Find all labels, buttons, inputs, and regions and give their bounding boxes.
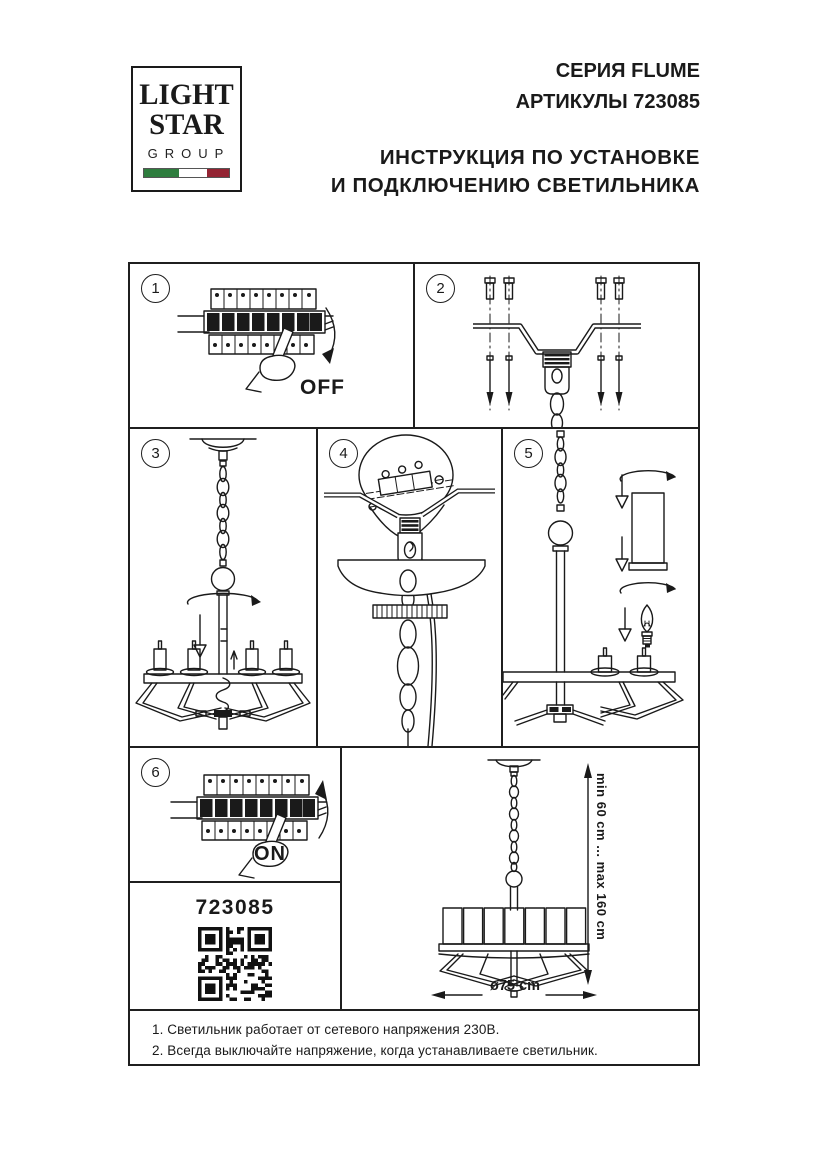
mounting-bracket-illustration <box>415 264 698 427</box>
chandelier-hanging-illustration <box>130 429 316 746</box>
article-title: АРТИКУЛЫ 723085 <box>515 91 700 113</box>
italy-flag-stripe <box>143 168 230 178</box>
note-line-2: 2. Всегда выключайте напряжение, когда устанавливаете светильник. <box>152 1043 598 1058</box>
lightstar-logo <box>131 66 242 192</box>
note-line-1: 1. Светильник работает от сетевого напряжения 230В. <box>152 1022 500 1037</box>
flag-white-segment <box>179 169 207 177</box>
on-label: ON <box>254 843 286 865</box>
step-panel-4 <box>316 427 503 748</box>
instruction-title-line2: И ПОДКЛЮЧЕНИЮ СВЕТИЛЬНИКА <box>330 174 700 197</box>
height-range-label: min 60 cm ... max 160 cm <box>594 773 609 941</box>
flag-red-segment <box>207 169 229 177</box>
shade-and-bulb-install-illustration <box>503 429 698 746</box>
article-qr-panel <box>128 881 342 1011</box>
step-panel-5 <box>501 427 700 748</box>
step-number-badge: 1 <box>141 274 170 303</box>
step-number-badge: 5 <box>514 439 543 468</box>
step-number-badge: 6 <box>141 758 170 787</box>
step-panel-6 <box>128 746 342 883</box>
chandelier-dimensions-illustration <box>342 748 698 1009</box>
ceiling-connection-detail-illustration <box>318 429 501 746</box>
step-panel-2 <box>413 262 700 429</box>
series-title: СЕРИЯ FLUME <box>555 60 700 82</box>
step-number-badge: 3 <box>141 439 170 468</box>
dimensions-panel <box>340 746 700 1011</box>
footer-notes-panel <box>128 1009 700 1066</box>
diameter-label: ø75 cm <box>490 978 540 994</box>
flag-green-segment <box>144 169 179 177</box>
logo-word-light: LIGHT <box>139 78 234 111</box>
off-label: OFF <box>300 376 345 399</box>
step-number-badge: 2 <box>426 274 455 303</box>
logo-word-star: STAR <box>149 108 224 141</box>
article-number: 723085 <box>195 896 275 919</box>
step-number-badge: 4 <box>329 439 358 468</box>
logo-word-group: GROUP <box>147 146 231 161</box>
instruction-title-line1: ИНСТРУКЦИЯ ПО УСТАНОВКЕ <box>379 146 700 169</box>
circuit-breaker-off-illustration <box>130 264 413 427</box>
step-panel-1 <box>128 262 415 429</box>
step-panel-3 <box>128 427 318 748</box>
qr-code <box>198 927 272 1001</box>
